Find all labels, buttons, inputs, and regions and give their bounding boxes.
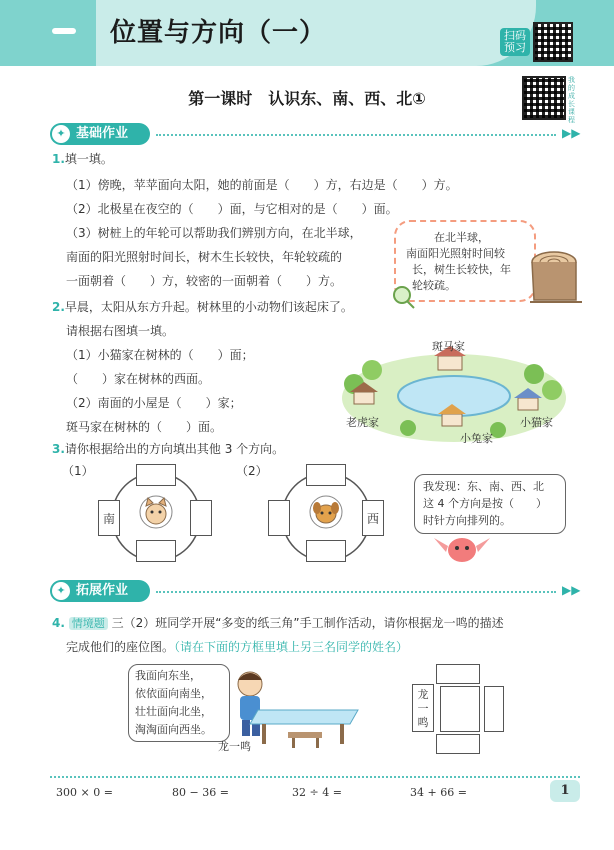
double-arrow-icon: ▶▶ xyxy=(562,583,581,597)
speech-line-1: 我面向东坐， xyxy=(135,669,201,682)
q1-line-4: 南面的阳光照射时间长，树木生长较快，年轮较疏的 xyxy=(66,250,343,264)
page-title: 位置与方向（一） xyxy=(110,18,327,48)
label-cat-home: 小猫家 xyxy=(520,416,553,429)
hint-line-3: 长，树生长较快，年 xyxy=(412,263,511,276)
label-tiger-home: 老虎家 xyxy=(346,416,379,429)
hint-line-4: 轮较疏。 xyxy=(412,279,456,292)
qr-side-text: 我的成长课程 xyxy=(568,76,575,124)
q2-line-6: 斑马家在树林的（ ）面。 xyxy=(66,420,223,434)
lesson-title: 第一课时 认识东、南、西、北① xyxy=(188,89,426,108)
q3-title: 请你根据给出的方向填出其他 3 个方向。 xyxy=(64,442,285,456)
q3-1-right-box[interactable] xyxy=(190,500,212,536)
lightbulb-icon: ✦ xyxy=(52,125,70,143)
section-extend-label: 拓展作业 xyxy=(76,583,129,598)
q2-line-1: 早晨，太阳从东方升起。树林里的小动物们该起床了。 xyxy=(64,300,353,314)
q4-line-1: 三（2）班同学开展“多变的纸三角”手工制作活动，请你根据龙一鸣的描述 xyxy=(111,616,504,630)
seat-left-box: 龙一鸣 xyxy=(412,684,434,732)
seat-bottom-box[interactable] xyxy=(436,734,480,754)
speech-line-2: 依依面向南坐， xyxy=(135,687,212,700)
speaker-label: 龙一鸣 xyxy=(218,740,251,753)
q3-part1-label: （1） xyxy=(62,464,94,478)
lightbulb-icon: ✦ xyxy=(52,582,70,600)
bubble-line-2: 这 4 个方向是按（ ） xyxy=(423,497,547,510)
q4-line-2: 完成他们的座位图。 xyxy=(66,640,175,654)
dog-face-icon xyxy=(308,494,344,530)
q3-2-given-box: 西 xyxy=(362,500,384,536)
q4-line-2-wrap xyxy=(66,638,408,656)
q1-line-2: （2）北极星在夜空的（ ）面，与它相对的是（ ）面。 xyxy=(66,202,398,216)
q3-number: 3. xyxy=(52,442,65,456)
calc-2: 80 − 36 = xyxy=(172,786,229,799)
bubble-line-3: 时针方向排列的。 xyxy=(423,514,511,527)
cat-face-icon xyxy=(138,494,174,530)
q2-number: 2. xyxy=(52,300,65,314)
section-basic-label: 基础作业 xyxy=(76,126,129,141)
q2-line-4: （ ）家在树林的西面。 xyxy=(66,372,211,386)
q1-title: 填一填。 xyxy=(64,152,113,166)
hint-line-1: 在北半球， xyxy=(434,231,489,244)
q1-number: 1. xyxy=(52,152,65,166)
q1-line-1: （1）傍晚，苹苹面向太阳，她的前面是（ ）方，右边是（ ）方。 xyxy=(66,178,458,192)
hint-line-2: 南面阳光照射时间较 xyxy=(406,247,505,260)
bubble-line-1: 我发现：东、南、西、北 xyxy=(423,480,544,493)
footer-divider xyxy=(50,776,580,778)
discovery-bubble xyxy=(414,474,566,534)
unit-dash xyxy=(52,28,76,34)
q3-2-bottom-box[interactable] xyxy=(306,540,346,562)
q4-tag: 情境题 xyxy=(69,617,108,630)
page-number: 1 xyxy=(550,780,580,802)
seat-table xyxy=(440,686,480,732)
seat-top-box[interactable] xyxy=(436,664,480,684)
bird-mascot-icon xyxy=(432,528,494,568)
lesson-qr-code-icon[interactable] xyxy=(522,76,566,120)
q4-number: 4. xyxy=(52,616,65,630)
q1-line-5: 一面朝着（ ）方，较密的一面朝着（ ）方。 xyxy=(66,274,343,288)
qr-code-icon[interactable] xyxy=(533,22,573,62)
q2-line-3: （1）小猫家在树林的（ ）面； xyxy=(66,348,254,362)
q3-2-left-box[interactable] xyxy=(268,500,290,536)
magnifier-icon xyxy=(390,284,416,310)
label-rabbit-home: 小兔家 xyxy=(460,432,493,445)
q3-1-given-box: 南 xyxy=(98,500,120,536)
q3-1-top-box[interactable] xyxy=(136,464,176,486)
label-zebra-home: 斑马家 xyxy=(432,340,465,353)
speech-line-3: 壮壮面向北坐， xyxy=(135,705,212,718)
scan-preview-badge[interactable]: 扫码预习 xyxy=(500,28,530,56)
q2-line-2: 请根据右图填一填。 xyxy=(66,324,175,338)
seat-right-box[interactable] xyxy=(484,686,504,732)
speech-line-4: 淘淘面向西坐。 xyxy=(135,723,212,736)
q2-line-5: （2）南面的小屋是（ ）家； xyxy=(66,396,242,410)
calc-4: 34 + 66 = xyxy=(410,786,467,799)
q3-2-top-box[interactable] xyxy=(306,464,346,486)
q3-part2-label: （2） xyxy=(236,464,268,478)
q3-1-bottom-box[interactable] xyxy=(136,540,176,562)
calc-3: 32 ÷ 4 = xyxy=(292,786,342,799)
q4-note: （请在下面的方框里填上另三名同学的姓名） xyxy=(174,640,409,654)
tree-stump-icon xyxy=(528,246,584,308)
double-arrow-icon: ▶▶ xyxy=(562,126,581,140)
section-divider xyxy=(156,134,556,136)
calc-1: 300 × 0 = xyxy=(56,786,113,799)
speech-bubble xyxy=(128,664,230,742)
section-divider xyxy=(156,591,556,593)
q1-line-3: （3）树桩上的年轮可以帮助我们辨别方向，在北半球， xyxy=(66,226,362,240)
